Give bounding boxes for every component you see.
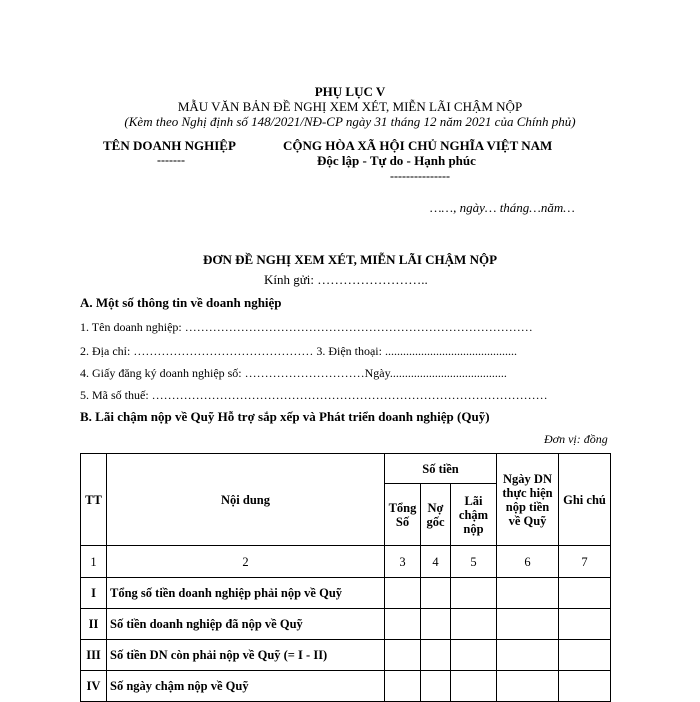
cell-note — [559, 578, 611, 609]
country-name: CỘNG HÒA XÃ HỘI CHỦ NGHĨA VIỆT NAM — [283, 138, 553, 153]
column-number: 5 — [451, 546, 497, 578]
header-content: Nội dung — [107, 454, 385, 546]
cell-late-interest — [451, 671, 497, 702]
cell-payment-date — [497, 640, 559, 671]
column-number: 7 — [559, 546, 611, 578]
column-number-row — [81, 546, 611, 578]
cell-total — [385, 671, 421, 702]
motto-underline: --------------- — [390, 169, 450, 183]
cell-late-interest — [451, 578, 497, 609]
national-motto: Độc lập - Tự do - Hạnh phúc — [317, 153, 476, 168]
section-a-heading: A. Một số thông tin về doanh nghiệp — [80, 295, 282, 310]
cell-payment-date — [497, 578, 559, 609]
cell-payment-date — [497, 671, 559, 702]
enterprise-name-underline: ------- — [157, 153, 185, 167]
row-content: Số tiền doanh nghiệp đã nộp về Quỹ — [107, 609, 385, 640]
row-tt: I — [81, 578, 107, 609]
form-title: MẪU VĂN BẢN ĐỀ NGHỊ XEM XÉT, MIỄN LÃI CHẬM NỘP — [177, 99, 523, 114]
column-number: 3 — [385, 546, 421, 578]
recipient-line: Kính gửi: …………………….. — [264, 272, 428, 287]
table-row — [81, 671, 611, 702]
cell-note — [559, 640, 611, 671]
column-number: 4 — [421, 546, 451, 578]
header-principal: Nợ gốc — [421, 484, 451, 546]
enterprise-name-label: TÊN DOANH NGHIỆP — [103, 138, 236, 153]
cell-late-interest — [451, 609, 497, 640]
header-tt: TT — [81, 454, 107, 546]
cell-principal — [421, 578, 451, 609]
column-number: 2 — [107, 546, 385, 578]
decree-reference: (Kèm theo Nghị định số 148/2021/NĐ-CP ngày 31 tháng 12 năm 2021 của Chính phủ) — [124, 114, 576, 129]
row-tt: IV — [81, 671, 107, 702]
cell-principal — [421, 671, 451, 702]
cell-total — [385, 640, 421, 671]
row-content: Số ngày chậm nộp về Quỹ — [107, 671, 385, 702]
row-tt: III — [81, 640, 107, 671]
header-note: Ghi chú — [559, 454, 611, 546]
header-total: Tổng Số — [385, 484, 421, 546]
table-row — [81, 640, 611, 671]
cell-payment-date — [497, 609, 559, 640]
header-late-interest: Lãi chậm nộp — [451, 484, 497, 546]
document-title: ĐƠN ĐỀ NGHỊ XEM XÉT, MIỄN LÃI CHẬM NỘP — [202, 252, 498, 267]
cell-principal — [421, 640, 451, 671]
field-enterprise-name: 1. Tên doanh nghiệp: …………………………………………………………………………… — [80, 320, 533, 334]
header-payment-date: Ngày DN thực hiện nộp tiền về Quỹ — [497, 454, 559, 546]
unit-label: Đơn vị: đồng — [544, 432, 608, 446]
field-registration: 4. Giấy đăng ký doanh nghiệp số: …………………………Ngày....................................... — [80, 366, 507, 380]
table-row — [81, 609, 611, 640]
cell-total — [385, 578, 421, 609]
cell-note — [559, 609, 611, 640]
row-content: Số tiền DN còn phải nộp về Quỹ (= I - II) — [107, 640, 385, 671]
date-line: ……, ngày… tháng…năm… — [430, 200, 575, 215]
row-content: Tổng số tiền doanh nghiệp phải nộp về Quỹ — [107, 578, 385, 609]
cell-note — [559, 671, 611, 702]
interest-table — [80, 453, 611, 702]
cell-principal — [421, 609, 451, 640]
appendix-title: PHỤ LỤC V — [314, 84, 386, 99]
section-b-heading: B. Lãi chậm nộp về Quỹ Hỗ trợ sắp xếp và Phát triển doanh nghiệp (Quỹ) — [80, 409, 490, 424]
column-number: 1 — [81, 546, 107, 578]
table-row — [81, 578, 611, 609]
field-address-phone: 2. Địa chỉ: ……………………………………… 3. Điện thoại: ............................................ — [80, 344, 517, 358]
cell-total — [385, 609, 421, 640]
column-number: 6 — [497, 546, 559, 578]
cell-late-interest — [451, 640, 497, 671]
row-tt: II — [81, 609, 107, 640]
header-amount-group: Số tiền — [385, 454, 497, 484]
field-tax-code: 5. Mã số thuế: ……………………………………………………………………………………… — [80, 388, 548, 402]
